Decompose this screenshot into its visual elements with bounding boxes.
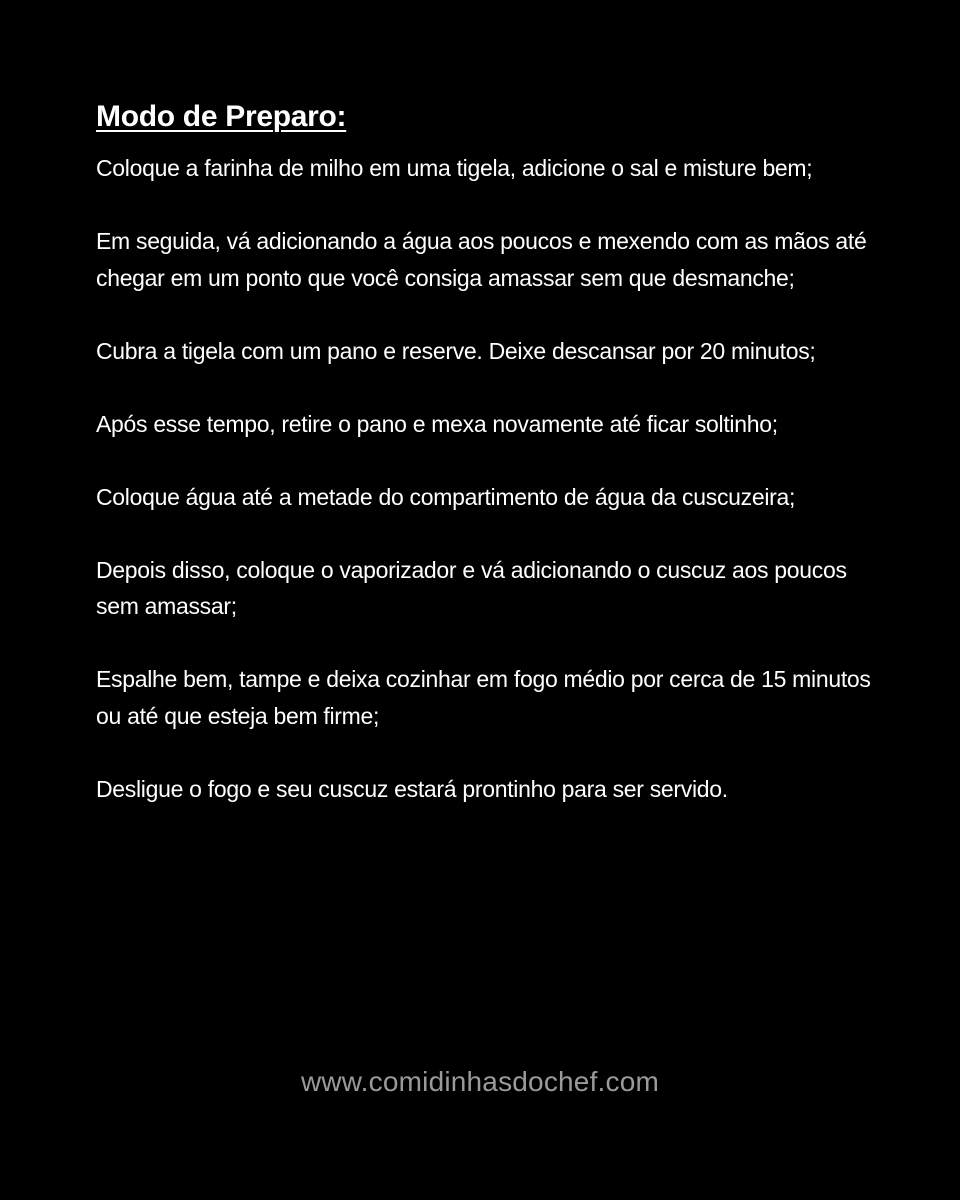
step-5: Coloque água até a metade do compartimento de água da cuscuzeira; <box>96 483 796 510</box>
step-8: Desligue o fogo e seu cuscuz estará prontinho para ser servido. <box>96 775 728 802</box>
step-6: Depois disso, coloque o vaporizador e vá adicionando o cuscuz aos poucos sem amassar; <box>96 556 847 619</box>
step-2: Em seguida, vá adicionando a água aos poucos e mexendo com as mãos até chegar em um ponto que você consiga amassar sem que desmanche; <box>96 228 867 291</box>
step-4: Após esse tempo, retire o pano e mexa novamente até ficar soltinho; <box>96 410 778 437</box>
section-title: Modo de Preparo: <box>96 100 347 133</box>
step-3: Cubra a tigela com um pano e reserve. Deixe descansar por 20 minutos; <box>96 337 816 364</box>
step-1: Coloque a farinha de milho em uma tigela, adicione o sal e misture bem; <box>96 155 813 181</box>
recipe-content <box>96 96 886 844</box>
preparation-steps <box>96 150 886 807</box>
step-7: Espalhe bem, tampe e deixa cozinhar em fogo médio por cerca de 15 minutos ou até que esteja bem firme; <box>96 666 871 729</box>
website-footer: www.comidinhasdochef.com <box>300 1066 660 1097</box>
